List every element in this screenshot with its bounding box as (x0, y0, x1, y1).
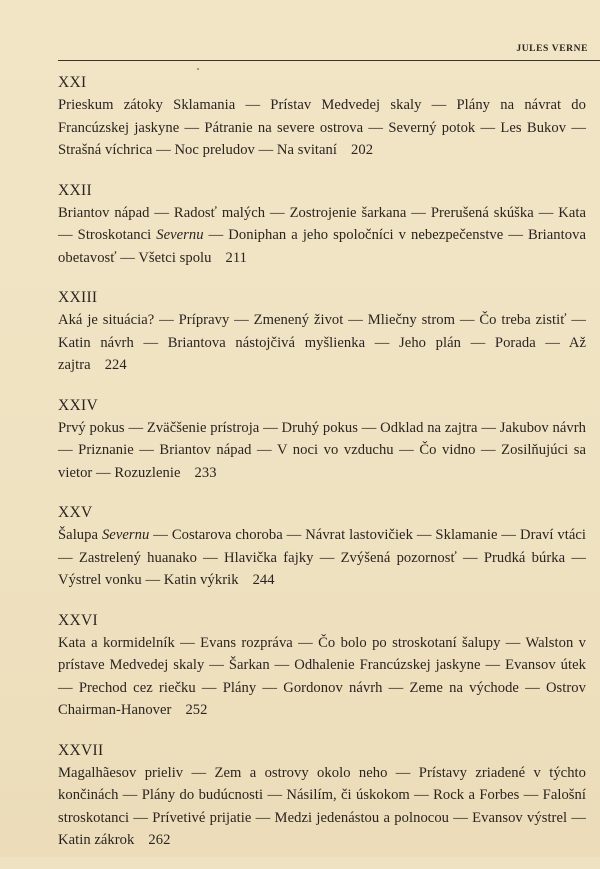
chapter-summary-text: Prieskum zátoky Sklamania — Prístav Medvedej skaly — Plány na návrat do Francúzskej jaskyne — Pátranie na severe ostrova — Severný potok — Les Bukov — Strašná víchrica — Noc preludov — Na svitaní (58, 97, 586, 158)
chapter-page-number: 233 (194, 464, 217, 481)
chapter-page-number: 224 (104, 357, 127, 373)
chapter-summary-text: Briantov nápad — Radosť malých — Zostrojenie šarkana — Prerušená skúška — Kata — Stroskotanci Severnu — Doniphan a jeho spoločníci v nebezpečenstve — Briantova obetavosť — Všetci spolu (58, 204, 586, 266)
chapter-entry (58, 609, 586, 722)
chapter-entry (58, 179, 586, 270)
chapter-summary (58, 417, 586, 485)
chapter-entry (58, 286, 586, 377)
chapter-summary (58, 94, 586, 162)
chapter-page-number: 262 (148, 832, 171, 848)
chapter-page-number: 211 (225, 249, 247, 266)
chapter-summary-text: Prvý pokus — Zväčšenie prístroja — Druhý pokus — Odklad na zajtra — Jakubov návrh — Priznanie — Briantov nápad — V noci vo vzduchu — Čo vidno — Zosilňujúci sa vietor — Rozuzlenie (58, 419, 586, 481)
chapter-summary-text: Kata a kormidelník — Evans rozpráva — Čo bolo po stroskotaní šalupy — Walston v prístave Medvedej skaly — Šarkan — Odhalenie Francúzskej jaskyne — Evansov útek — Prechod cez riečku — Plány — Gordonov návrh — Zeme na východe — Ostrov Chairman-Hanover (58, 634, 586, 718)
chapter-number: XXVII (58, 741, 104, 759)
chapter-entry (58, 71, 586, 162)
chapter-summary (58, 524, 586, 592)
chapter-number: XXI (58, 74, 87, 91)
chapter-summary-text: Magalhãesov prieliv — Zem a ostrovy okolo neho — Prístavy zriadené v týchto končinách — Plány do budúcnosti — Násilím, či úskokom — Rock a Forbes — Falošní stroskotanci — Prívetivé prijatie — Medzi jedenástou a polnocou — Evansov výstrel — Katin zákrok (58, 764, 586, 848)
chapter-number: XXVI (58, 611, 98, 629)
chapter-page-number: 244 (252, 572, 275, 588)
chapter-summary (58, 632, 586, 722)
chapter-summary (58, 202, 586, 270)
chapter-number: XXV (58, 504, 93, 521)
chapter-summary (58, 762, 586, 852)
chapter-page-number: 202 (351, 142, 374, 158)
table-of-contents (58, 71, 586, 869)
chapter-page-number: 252 (185, 702, 208, 718)
chapter-entry (58, 739, 586, 852)
chapter-summary (58, 309, 586, 377)
chapter-number: XXIII (58, 289, 98, 306)
chapter-entry (58, 501, 586, 592)
chapter-number: XXII (58, 181, 92, 199)
header-rule (58, 60, 600, 61)
chapter-summary-text: Aká je situácia? — Prípravy — Zmenený život — Mliečny strom — Čo treba zistiť — Katin návrh — Briantova nástojčivá myšlienka — Jeho plán — Porada — Až zajtra (58, 312, 586, 373)
chapter-number: XXIV (58, 396, 98, 414)
running-header-author: JULES VERNE (516, 44, 588, 54)
chapter-summary-text: Šalupa Severnu — Costarova choroba — Návrat lastovičiek — Sklamanie — Draví vtáci — Zastrelený huanako — Hlavička fajky — Zvýšená pozornosť — Prudká búrka — Výstrel vonku — Katin výkrik (58, 527, 586, 588)
print-speck (197, 68, 199, 70)
chapter-entry (58, 394, 586, 485)
